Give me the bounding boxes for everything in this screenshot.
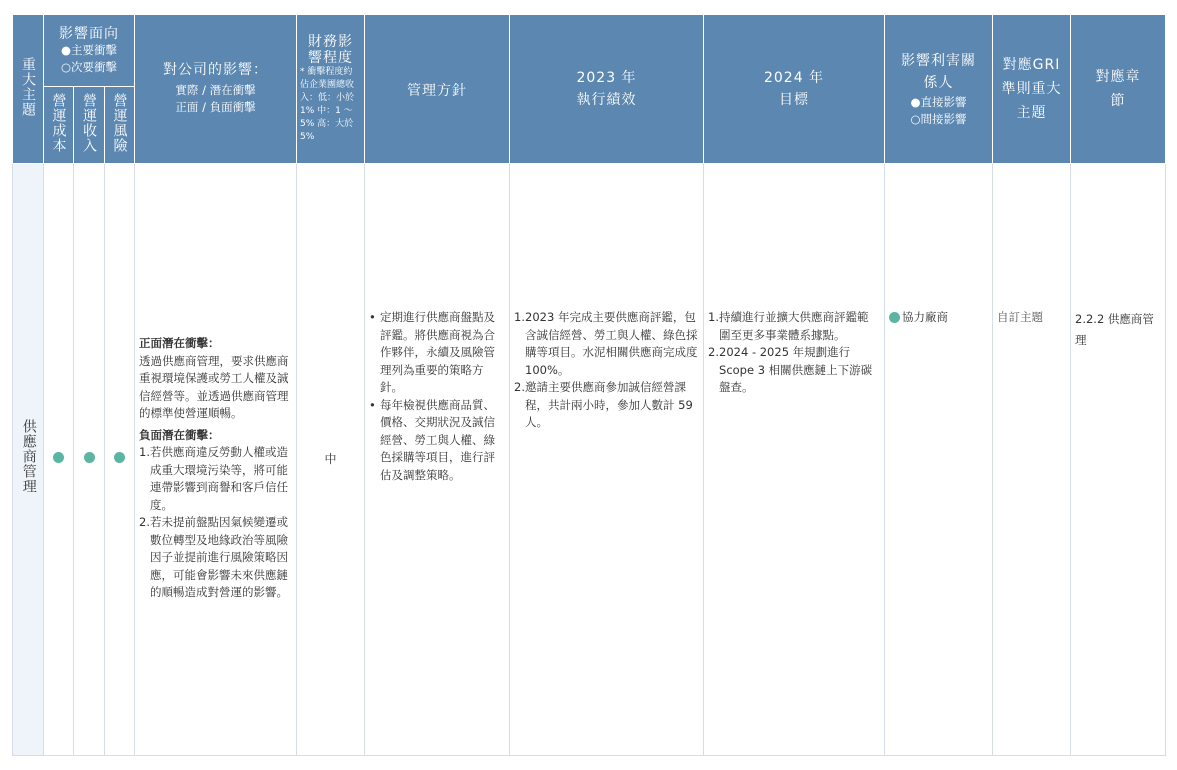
gri-topic: 自訂主題 <box>997 310 1044 324</box>
positive-label: 正面潛在衝擊： <box>139 336 220 351</box>
performance-cell <box>510 164 704 756</box>
header-company-impact: 對公司的影響： 實際 / 潛在衝擊 正面 / 負面衝擊 <box>135 15 297 164</box>
financial-level-cell: 中 <box>297 164 365 756</box>
header-gri: 對應GRI 準則重大主題 <box>993 15 1071 164</box>
list-item: • 定期進行供應商盤點及評鑑。將供應商視為合作夥伴，永續及風險管理列為重要的策略方針。 <box>369 310 496 394</box>
header-policy: 管理方針 <box>365 15 510 164</box>
materiality-table <box>12 14 1166 756</box>
primary-impact-dot <box>114 452 125 463</box>
list-item: 2. 若未提前盤點因氣候變遷或數位轉型及地緣政治等風險因子並提前進行風險策略因應，可能會影響未來供應鏈的順暢造成對營運的影響。 <box>139 515 289 600</box>
list-item: 1. 2023 年完成主要供應商評鑑，包含誠信經營、勞工與人權、綠色採購等項目。水泥相關供應商完成度 100%。 <box>514 310 698 377</box>
list-item: 2. 2024 - 2025 年規劃進行 Scope 3 相關供應鏈上下游碳盤查。 <box>708 345 873 394</box>
header-operating-risk: 營運風險 <box>105 87 135 164</box>
list-item: 1. 持續進行並擴大供應商評鑑範圍至更多事業體系據點。 <box>708 310 869 342</box>
list-item: 2. 邀請主要供應商參加誠信經營課程，共計兩小時，參加人數計 59 人。 <box>514 380 693 429</box>
legend-secondary: ○次要衝擊 <box>60 59 118 74</box>
header-financial: 財務影響程度 * 衝擊程度約佔企業團總收入：低：小於 1% 中：1 ～ 5% 高：大於 5% <box>297 15 365 164</box>
gri-cell <box>993 164 1071 756</box>
target-cell <box>704 164 885 756</box>
primary-impact-dot <box>53 452 64 463</box>
header-chapter: 對應章節 <box>1071 15 1166 164</box>
aspect-cost-cell <box>44 164 74 756</box>
header-operating-cost: 營運成本 <box>44 87 74 164</box>
policy-cell <box>365 164 510 756</box>
list-item: • 每年檢視供應商品質、價格、交期狀況及誠信經營、勞工與人權、綠色採購等項目，進行評估及調整策略。 <box>369 397 496 482</box>
financial-note: * 衝擊程度約佔企業團總收入：低：小於 1% 中：1 ～ 5% 高：大於 5% <box>300 67 355 142</box>
header-performance: 2023 年 執行績效 <box>510 15 704 164</box>
primary-impact-dot <box>84 452 95 463</box>
company-impact-cell <box>135 164 297 756</box>
legend-primary: ●主要衝擊 <box>60 42 118 57</box>
stakeholder-cell <box>885 164 993 756</box>
list-item: 1. 若供應商違反勞動人權或造成重大環境污染等，將可能連帶影響到商譽和客戶信任度。 <box>139 445 289 512</box>
topic-cell: 供應商管理 <box>13 164 44 756</box>
direct-impact-dot <box>889 312 900 323</box>
chapter-cell <box>1071 164 1166 756</box>
chapter-reference: 2.2.2 供應商管理 <box>1075 312 1154 347</box>
table-row <box>13 164 1166 756</box>
header-topic: 重大主題 <box>13 15 44 164</box>
stakeholder-name: 協力廠商 <box>902 310 949 324</box>
negative-label: 負面潛在衝擊： <box>139 427 220 442</box>
header-impact-aspect: 影響面向 ●主要衝擊 ○次要衝擊 <box>44 15 135 87</box>
header-operating-revenue: 營運收入 <box>74 87 105 164</box>
aspect-risk-cell <box>105 164 135 756</box>
negative-list <box>139 444 292 602</box>
header-stakeholder: 影響利害關係人 ●直接影響 ○間接影響 <box>885 15 993 164</box>
aspect-revenue-cell <box>74 164 105 756</box>
positive-text: 透過供應商管理，要求供應商重視環境保護或勞工人權及誠信經營等。並透過供應商管理的標準使營運順暢。 <box>139 353 289 421</box>
header-target: 2024 年 目標 <box>704 15 885 164</box>
